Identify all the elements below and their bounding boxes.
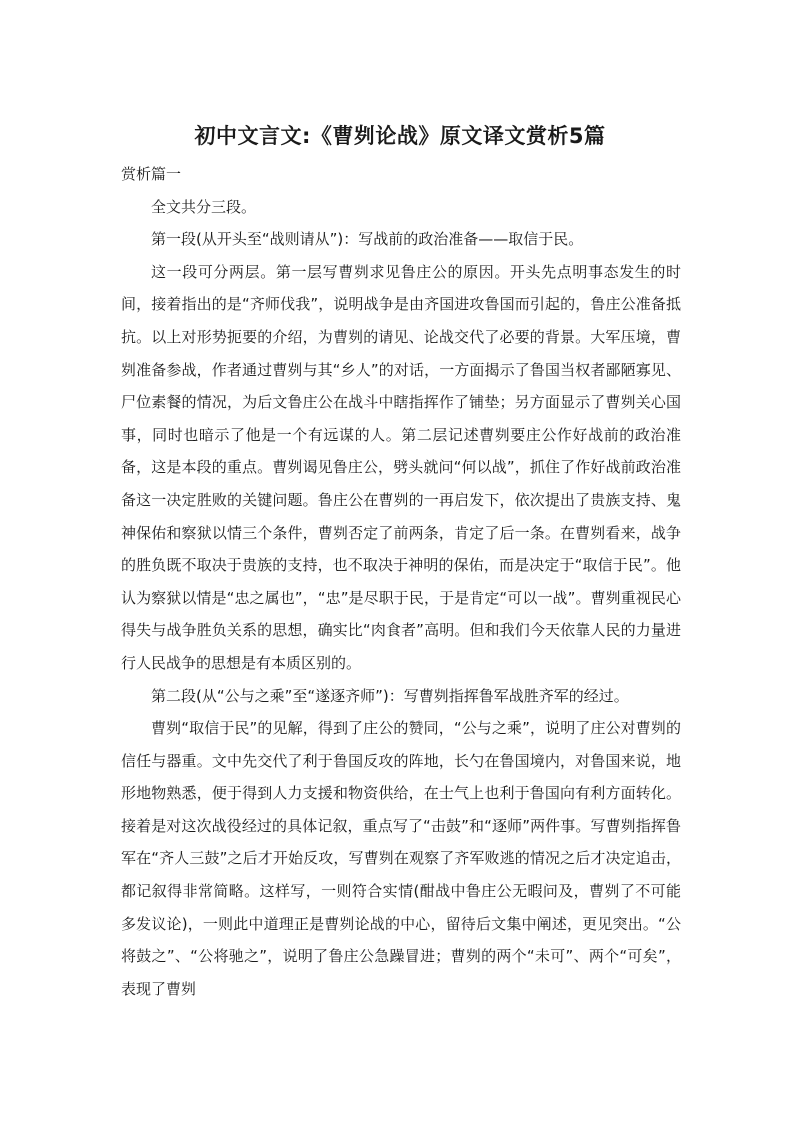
paragraph: 曹刿“取信于民”的见解，得到了庄公的赞同，“公与之乘”，说明了庄公对曹刿的信任与器重。文中先交代了利于鲁国反攻的阵地，长勺在鲁国境内，对鲁国来说，地形地物熟悉，便于得到人力支援和物资供给，在士气上也利于鲁国向有利方面转化。接着是对这次战役经过的具体记叙，重点写了“击鼓”和“逐师”两件事。写曹刿指挥鲁军在“齐人三鼓”之后才开始反攻，写曹刿在观察了齐军败逃的情况之后才决定追击，都记叙得非常简略。这样写，一则符合实情(酣战中鲁庄公无暇问及，曹刿了不可能多发议论)，一则此中道理正是曹刿论战的中心，留待后文集中阐述，更见突出。“公将鼓之”、“公将驰之”，说明了鲁庄公急躁冒进；曹刿的两个“未可”、两个“可矣”，表现了曹刿 [121, 719, 681, 998]
section-label: 赏析篇一 [121, 165, 182, 183]
paragraph: 第二段(从“公与之乘”至“遂逐齐师”)：写曹刿指挥鲁军战胜齐军的经过。 [151, 686, 629, 705]
document-body [121, 158, 681, 1005]
paragraph: 这一段可分两层。第一层写曹刿求见鲁庄公的原因。开头先点明事态发生的时间，接着指出的是“齐师伐我”，说明战争是由齐国进攻鲁国而引起的，鲁庄公准备抵抗。以上对形势扼要的介绍，为曹刿的请见、论战交代了必要的背景。大军压境，曹刿准备参战，作者通过曹刿与其“乡人”的对话，一方面揭示了鲁国当权者鄙陋寡见、尸位素餐的情况，为后文鲁庄公在战斗中瞎指挥作了铺垫；另方面显示了曹刿关心国事，同时也暗示了他是一个有远谋的人。第二层记述曹刿要庄公作好战前的政治准备，这是本段的重点。曹刿谒见鲁庄公，劈头就问“何以战”，抓住了作好战前政治准备这一决定胜败的关键问题。鲁庄公在曹刿的一再启发下，依次提出了贵族支持、鬼神保佑和察狱以情三个条件，曹刿否定了前两条，肯定了后一条。在曹刿看来，战争的胜负既不取决于贵族的支持，也不取决于神明的保佑，而是决定于“取信于民”。他认为察狱以情是“忠之属也”，“忠”是尽职于民，于是肯定“可以一战”。曹刿重视民心得失与战争胜负关系的思想，确实比“肉食者”高明。但和我们今天依靠人民的力量进行人民战争的思想是有本质区别的。 [121, 262, 681, 672]
paragraph: 第一段(从开头至“战则请从”)：写战前的政治准备——取信于民。 [151, 230, 584, 249]
paragraph: 全文共分三段。 [151, 197, 257, 216]
document-title: 初中文言文:《曹刿论战》原文译文赏析5篇 [194, 124, 606, 148]
